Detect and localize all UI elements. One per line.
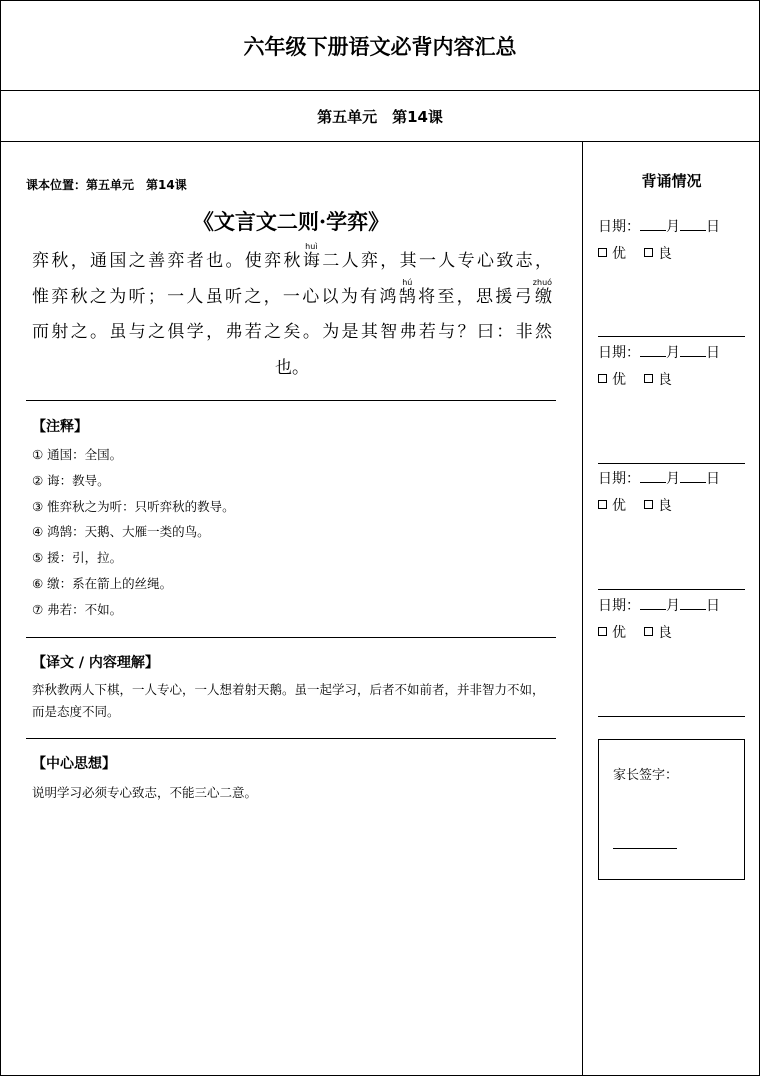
month-blank[interactable]	[640, 216, 666, 231]
date-line: 日期： 月 日	[598, 216, 746, 236]
day-blank[interactable]	[680, 468, 706, 483]
excellent-checkbox[interactable]	[598, 374, 607, 383]
note-item: ⑤ 援：引，拉。	[32, 550, 123, 566]
section-divider	[26, 400, 556, 401]
month-blank[interactable]	[640, 468, 666, 483]
text-segment: 将至，思援弓	[418, 287, 534, 307]
record-divider	[598, 589, 745, 590]
grade-line: 优 良	[598, 370, 746, 390]
translation-heading: 【译文 / 内容理解】	[32, 655, 159, 671]
date-line: 日期： 月 日	[598, 595, 746, 615]
date-line: 日期： 月 日	[598, 342, 746, 362]
pinyin-annotated-char: 诲huì	[302, 242, 323, 271]
recitation-record	[598, 595, 746, 643]
note-item: ⑥ 缴：系在箭上的丝绳。	[32, 575, 173, 591]
note-item: ① 通国：全国。	[32, 447, 123, 462]
notes-list	[32, 442, 235, 623]
record-divider	[598, 716, 745, 717]
excellent-checkbox[interactable]	[598, 627, 607, 636]
pinyin-annotated-char: 缴zhuó	[532, 278, 553, 307]
excellent-checkbox[interactable]	[598, 500, 607, 509]
day-blank[interactable]	[680, 216, 706, 231]
day-blank[interactable]	[680, 595, 706, 610]
note-item: ③ 惟弈秋之为听：只听弈秋的教导。	[32, 498, 235, 514]
record-divider	[598, 336, 745, 337]
grade-line: 优 良	[598, 496, 746, 516]
date-line: 日期： 月 日	[598, 468, 746, 488]
section-divider	[26, 738, 556, 739]
pinyin-annotated-char: 鹄hú	[398, 278, 419, 307]
parent-signature-box	[598, 739, 745, 880]
notes-heading: 【注释】	[32, 419, 88, 435]
note-item: ⑦ 弗若：不如。	[32, 601, 123, 617]
text-line-4: 也。	[275, 358, 309, 378]
recitation-record	[598, 342, 746, 390]
central-idea-text: 说明学习必须专心致志，不能三心二意。	[32, 785, 258, 800]
excellent-checkbox[interactable]	[598, 248, 607, 257]
note-item: ④ 鸿鹄：天鹅、大雁一类的鸟。	[32, 524, 210, 540]
text-line-3: 而射之。虽与之俱学，弗若之矣。为是其智弗若与？曰：非然	[32, 322, 552, 342]
central-idea-heading: 【中心思想】	[32, 756, 116, 772]
parent-signature-label: 家长签字：	[613, 768, 679, 783]
month-blank[interactable]	[640, 342, 666, 357]
good-checkbox[interactable]	[644, 374, 653, 383]
text-line-2	[32, 278, 552, 314]
grade-line: 优 良	[598, 244, 746, 264]
textbook-location: 课本位置：第五单元 第14课	[26, 178, 187, 192]
page-title: 六年级下册语文必背内容汇总	[1, 1, 759, 91]
text-line-1	[32, 242, 552, 278]
good-checkbox[interactable]	[644, 627, 653, 636]
recitation-record	[598, 468, 746, 516]
grade-line: 优 良	[598, 623, 746, 643]
note-item: ② 诲：教导。	[32, 472, 110, 488]
good-checkbox[interactable]	[644, 248, 653, 257]
unit-lesson-heading: 第五单元 第14课	[1, 91, 759, 142]
record-divider	[598, 463, 745, 464]
translation-text: 弈秋教两人下棋，一人专心，一人想着射天鹅。虽一起学习，后者不如前者，并非智力不如，而是态度不同。	[32, 682, 545, 719]
text-title: 《文言文二则·学弈》	[192, 209, 390, 234]
recitation-record	[598, 216, 746, 264]
text-segment: 弈秋，通国之善弈者也。使弈秋	[32, 251, 303, 271]
column-divider	[582, 142, 583, 1076]
section-divider	[26, 637, 556, 638]
recitation-heading: 背诵情况	[641, 172, 702, 190]
text-segment: 惟弈秋之为听；一人虽听之，一心以为有鸿	[32, 287, 399, 307]
good-checkbox[interactable]	[644, 500, 653, 509]
text-segment: 二人弈，其一人专心致志，	[322, 251, 553, 271]
classical-text	[32, 242, 552, 386]
day-blank[interactable]	[680, 342, 706, 357]
month-blank[interactable]	[640, 595, 666, 610]
signature-blank[interactable]	[613, 848, 677, 849]
